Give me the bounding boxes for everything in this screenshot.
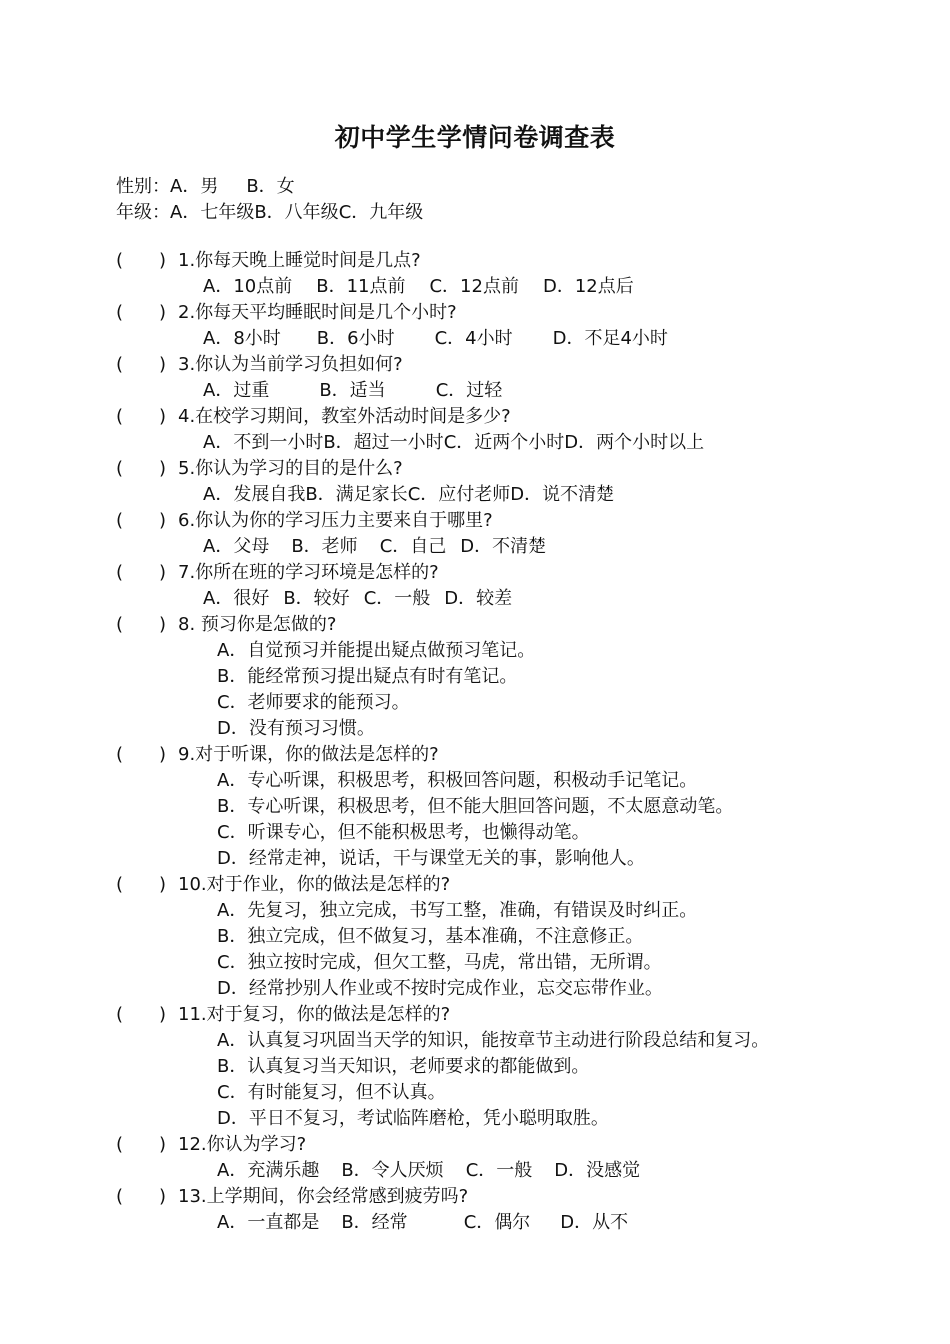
question-10-option-c: C．独立按时完成，但欠工整，马虎，常出错，无所谓。 bbox=[217, 952, 662, 973]
option-d: D．两个小时以上 bbox=[564, 432, 705, 453]
question-10-option-a: A．先复习，独立完成，书写工整，准确，有错误及时纠正。 bbox=[217, 900, 698, 921]
question-12 bbox=[116, 1133, 306, 1157]
option-c: C．4小时 bbox=[434, 328, 513, 349]
option-a: A．10点前 bbox=[203, 276, 293, 297]
question-1 bbox=[116, 249, 421, 273]
answer-bracket[interactable]: ( ) bbox=[116, 744, 167, 765]
option-c: C．自己 bbox=[379, 536, 447, 557]
option-c: C．近两个小时 bbox=[443, 432, 565, 453]
answer-bracket[interactable]: ( ) bbox=[116, 406, 167, 427]
question-text: 6.你认为你的学习压力主要来自于哪里? bbox=[178, 510, 493, 531]
question-text: 8. 预习你是怎做的? bbox=[178, 614, 337, 635]
option-b: B．超过一小时 bbox=[323, 432, 444, 453]
question-8-option-a: A．自觉预习并能提出疑点做预习笔记。 bbox=[217, 640, 536, 661]
option-d: D．不足4小时 bbox=[552, 328, 668, 349]
answer-bracket[interactable]: ( ) bbox=[116, 1134, 167, 1155]
question-text: 7.你所在班的学习环境是怎样的? bbox=[178, 562, 439, 583]
question-text: 13.上学期间，你会经常感到疲劳吗? bbox=[178, 1186, 469, 1207]
question-9 bbox=[116, 743, 439, 767]
question-13 bbox=[116, 1185, 468, 1209]
question-9-option-c: C．听课专心，但不能积极思考，也懒得动笔。 bbox=[217, 822, 590, 843]
question-3-options bbox=[203, 379, 502, 403]
option-d: D．说不清楚 bbox=[510, 484, 615, 505]
question-10-option-d: D．经常抄别人作业或不按时完成作业，忘交忘带作业。 bbox=[217, 978, 663, 999]
question-text: 10.对于作业，你的做法是怎样的? bbox=[178, 874, 451, 895]
gender-option-b: B．女 bbox=[246, 176, 295, 197]
question-text: 1.你每天晚上睡觉时间是几点? bbox=[178, 250, 421, 271]
answer-bracket[interactable]: ( ) bbox=[116, 250, 167, 271]
option-a: A．一直都是 bbox=[217, 1212, 320, 1233]
question-5 bbox=[116, 457, 403, 481]
answer-bracket[interactable]: ( ) bbox=[116, 1004, 167, 1025]
question-11-option-c: C．有时能复习，但不认真。 bbox=[217, 1082, 446, 1103]
question-6 bbox=[116, 509, 493, 533]
question-9-option-b: B．专心听课，积极思考，但不能大胆回答问题，不太愿意动笔。 bbox=[217, 796, 734, 817]
grade-option-a: A．七年级 bbox=[170, 202, 255, 223]
question-text: 11.对于复习，你的做法是怎样的? bbox=[178, 1004, 451, 1025]
option-a: A．很好 bbox=[203, 588, 270, 609]
option-b: B．经常 bbox=[341, 1212, 408, 1233]
question-13-options bbox=[217, 1211, 628, 1235]
option-a: A．过重 bbox=[203, 380, 270, 401]
question-7-options bbox=[203, 587, 512, 611]
question-4 bbox=[116, 405, 511, 429]
answer-bracket[interactable]: ( ) bbox=[116, 510, 167, 531]
answer-bracket[interactable]: ( ) bbox=[116, 302, 167, 323]
grade-option-c: C．九年级 bbox=[338, 202, 424, 223]
grade-option-b: B．八年级 bbox=[254, 202, 339, 223]
option-d: D．较差 bbox=[444, 588, 513, 609]
grade-label: 年级： bbox=[116, 202, 170, 223]
option-b: B．较好 bbox=[283, 588, 350, 609]
option-c: C．12点前 bbox=[429, 276, 519, 297]
option-b: B．令人厌烦 bbox=[341, 1160, 444, 1181]
answer-bracket[interactable]: ( ) bbox=[116, 874, 167, 895]
option-a: A．不到一小时 bbox=[203, 432, 324, 453]
question-2-options bbox=[203, 327, 668, 351]
question-text: 4.在校学习期间，教室外活动时间是多少? bbox=[178, 406, 511, 427]
option-b: B．11点前 bbox=[316, 276, 406, 297]
question-8-option-c: C．老师要求的能预习。 bbox=[217, 692, 410, 713]
question-10 bbox=[116, 873, 450, 897]
answer-bracket[interactable]: ( ) bbox=[116, 458, 167, 479]
question-text: 3.你认为当前学习负担如何? bbox=[178, 354, 403, 375]
option-b: B．满足家长 bbox=[305, 484, 408, 505]
option-c: C．偶尔 bbox=[463, 1212, 531, 1233]
question-2 bbox=[116, 301, 457, 325]
option-c: C．过轻 bbox=[435, 380, 503, 401]
question-4-options bbox=[203, 431, 704, 455]
gender-row bbox=[116, 175, 295, 199]
question-10-option-b: B．独立完成，但不做复习，基本准确，不注意修正。 bbox=[217, 926, 644, 947]
gender-label: 性别： bbox=[116, 176, 170, 197]
option-d: D．不清楚 bbox=[460, 536, 547, 557]
question-7 bbox=[116, 561, 439, 585]
option-c: C．一般 bbox=[363, 588, 431, 609]
option-b: B．6小时 bbox=[316, 328, 395, 349]
question-text: 12.你认为学习? bbox=[178, 1134, 307, 1155]
answer-bracket[interactable]: ( ) bbox=[116, 562, 167, 583]
gender-option-a: A．男 bbox=[170, 176, 219, 197]
question-8-option-d: D．没有预习习惯。 bbox=[217, 718, 375, 739]
option-a: A．充满乐趣 bbox=[217, 1160, 320, 1181]
question-11-option-a: A．认真复习巩固当天学的知识，能按章节主动进行阶段总结和复习。 bbox=[217, 1030, 770, 1051]
option-a: A．8小时 bbox=[203, 328, 281, 349]
question-11 bbox=[116, 1003, 450, 1027]
question-text: 2.你每天平均睡眠时间是几个小时? bbox=[178, 302, 457, 323]
question-text: 5.你认为学习的目的是什么? bbox=[178, 458, 403, 479]
option-b: B．老师 bbox=[291, 536, 358, 557]
question-5-options bbox=[203, 483, 614, 507]
answer-bracket[interactable]: ( ) bbox=[116, 354, 167, 375]
question-8-option-b: B．能经常预习提出疑点有时有笔记。 bbox=[217, 666, 518, 687]
option-a: A．父母 bbox=[203, 536, 270, 557]
question-8 bbox=[116, 613, 336, 637]
option-b: B．适当 bbox=[319, 380, 386, 401]
answer-bracket[interactable]: ( ) bbox=[116, 614, 167, 635]
question-11-option-d: D．平日不复习，考试临阵磨枪，凭小聪明取胜。 bbox=[217, 1108, 609, 1129]
option-c: C．应付老师 bbox=[407, 484, 511, 505]
question-9-option-d: D．经常走神，说话，干与课堂无关的事，影响他人。 bbox=[217, 848, 645, 869]
question-6-options bbox=[203, 535, 546, 559]
question-12-options bbox=[217, 1159, 640, 1183]
question-text: 9.对于听课，你的做法是怎样的? bbox=[178, 744, 439, 765]
question-1-options bbox=[203, 275, 634, 299]
grade-row bbox=[116, 201, 423, 225]
option-d: D．12点后 bbox=[542, 276, 634, 297]
answer-bracket[interactable]: ( ) bbox=[116, 1186, 167, 1207]
question-3 bbox=[116, 353, 403, 377]
question-11-option-b: B．认真复习当天知识，老师要求的都能做到。 bbox=[217, 1056, 590, 1077]
option-d: D．没感觉 bbox=[554, 1160, 641, 1181]
question-9-option-a: A．专心听课，积极思考，积极回答问题，积极动手记笔记。 bbox=[217, 770, 698, 791]
option-a: A．发展自我 bbox=[203, 484, 306, 505]
option-d: D．从不 bbox=[560, 1212, 629, 1233]
page-title: 初中学生学情问卷调查表 bbox=[334, 123, 616, 152]
option-c: C．一般 bbox=[465, 1160, 533, 1181]
